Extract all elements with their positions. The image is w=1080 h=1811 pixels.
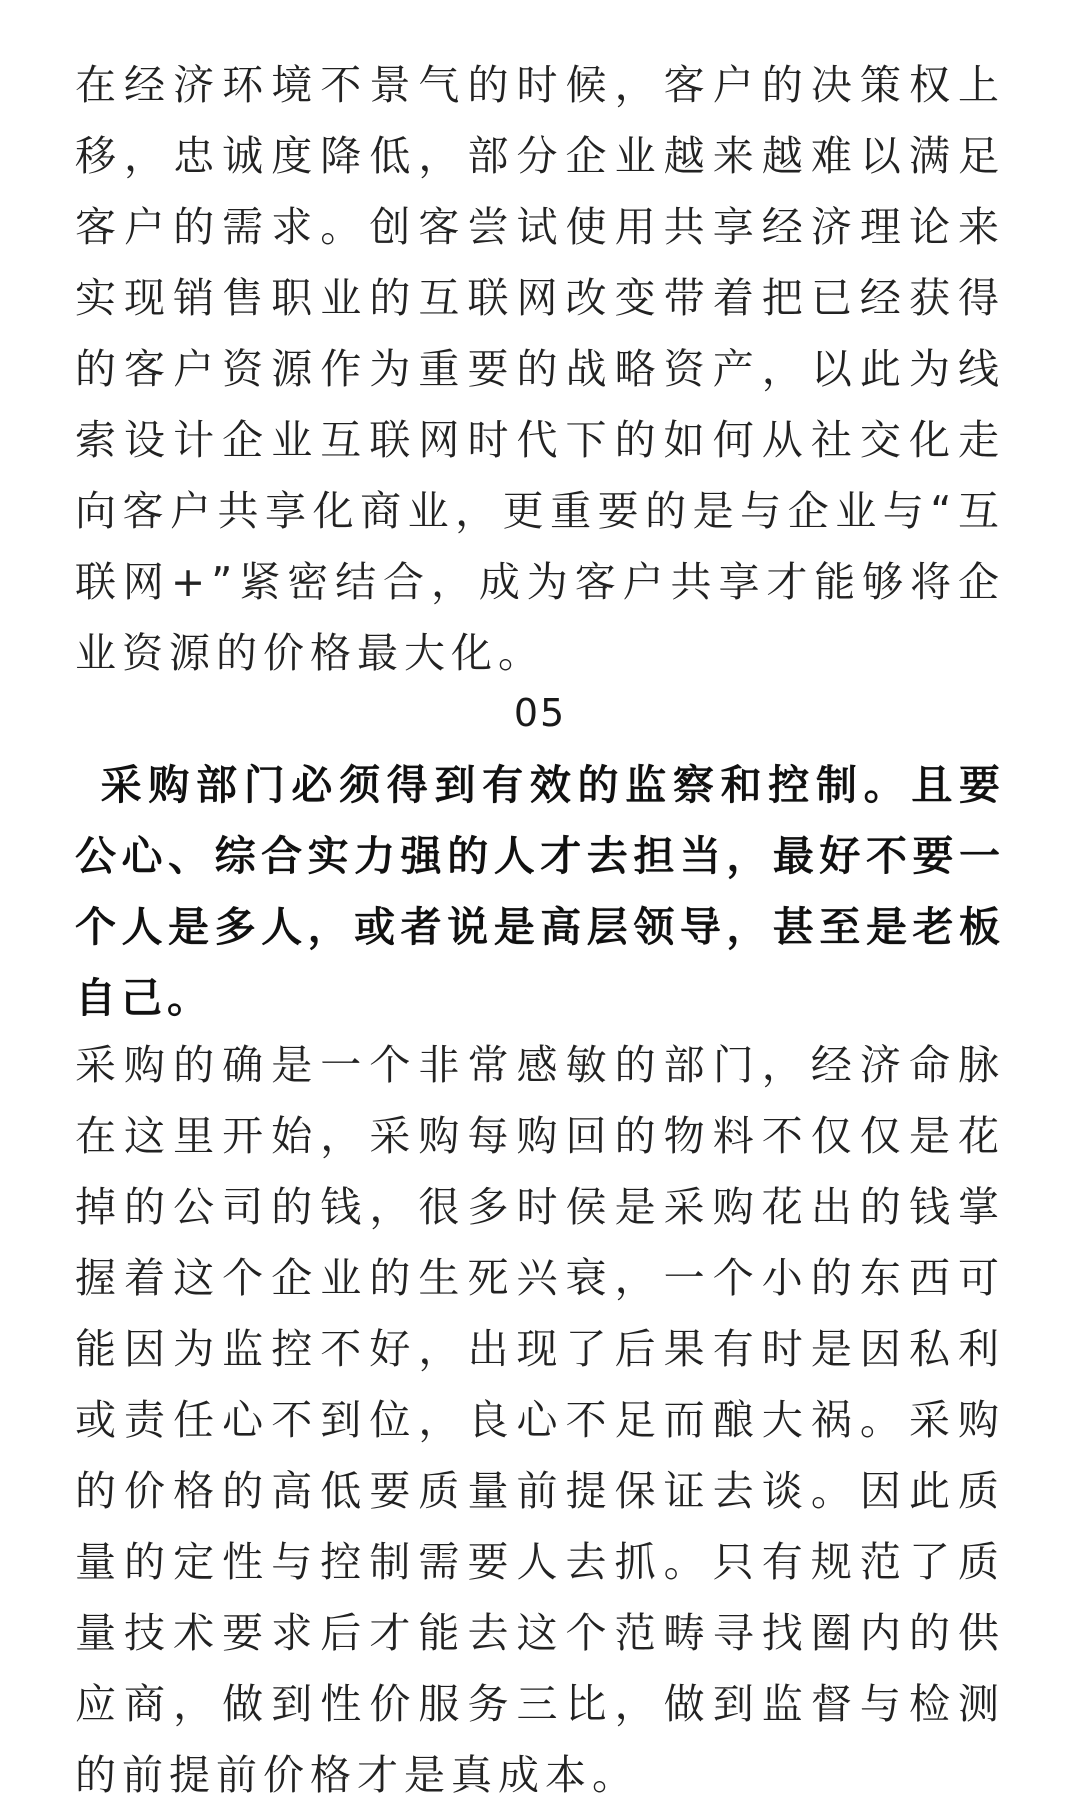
- section-number: 05: [513, 691, 567, 735]
- section-headline-text: 采购部门必须得到有效的监察和控制。且要公心、综合实力强的人才去担当，最好不要一个人是多人，或者说是高层领导，甚至是老板自己。: [75, 761, 1005, 1022]
- intro-paragraph: 在经济环境不景气的时候，客户的决策权上移，忠诚度降低，部分企业越来越难以满足客户的需求。创客尝试使用共享经济理论来实现销售职业的互联网改变带着把已经获得的客户资源作为重要的战略资产，以此为线索设计企业互联网时代下的如何从社交化走向客户共享化商业，更重要的是与企业与“互联网+”紧密结合，成为客户共享才能够将企业资源的价格最大化。: [75, 61, 1005, 677]
- body-paragraph: 采购的确是一个非常感敏的部门，经济命脉在这里开始，采购每购回的物料不仅仅是花掉的公司的钱，很多时侯是采购花出的钱掌握着这个企业的生死兴衰，一个小的东西可能因为监控不好，出现了后果有时是因私利或责任心不到位，良心不足而酿大祸。采购的价格的高低要质量前提保证去谈。因此质量的定性与控制需要人去抓。只有规范了质量技术要求后才能去这个范畴寻找圈内的供应商，做到性价服务三比，做到监督与检测的前提前价格才是真成本。: [75, 1041, 1005, 1799]
- section-headline: [75, 750, 1005, 1034]
